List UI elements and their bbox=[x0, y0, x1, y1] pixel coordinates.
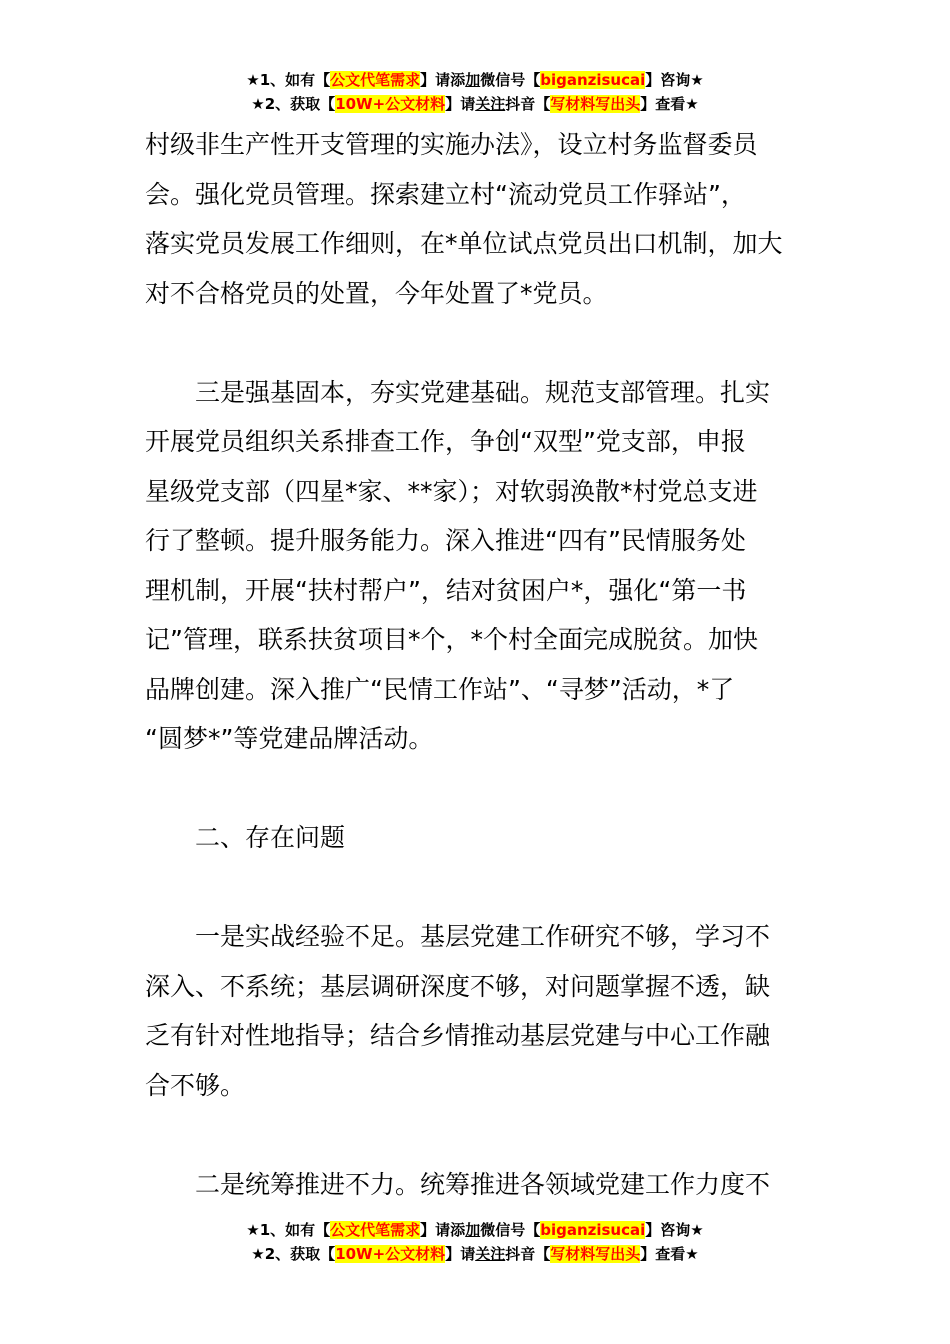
banner-underline: 加 bbox=[465, 71, 481, 89]
banner-text: 】咨询★ bbox=[645, 71, 704, 89]
paragraph-3 bbox=[145, 912, 810, 1110]
text-line: 深入、不系统；基层调研深度不够，对问题掌握不透，缺 bbox=[145, 971, 771, 1001]
banner-text: 】请添 bbox=[420, 71, 466, 89]
banner-line-1 bbox=[0, 68, 950, 92]
text-line: 星级党支部（四星*家、**家）；对软弱涣散*村党总支进 bbox=[145, 476, 758, 506]
text-line: 乏有针对性地指导；结合乡情推动基层党建与中心工作融 bbox=[145, 1021, 771, 1050]
banner-text: 】咨询★ bbox=[645, 1221, 704, 1239]
heading-text: 二、存在问题 bbox=[195, 823, 346, 852]
banner-underline: 关注 bbox=[475, 1245, 506, 1263]
banner-highlight: 写材料写出头 bbox=[550, 95, 641, 113]
text-line: 理机制，开展“扶村帮户”，结对贫困户*，强化“第一书 bbox=[145, 575, 747, 605]
text-line: 开展党员组织关系排查工作，争创“双型”党支部，申报 bbox=[145, 427, 746, 456]
text-line: 品牌创建。深入推广“民情工作站”、“寻梦”活动，*了 bbox=[145, 674, 735, 704]
text-line: 二是统筹推进不力。统筹推进各领域党建工作力度不 bbox=[195, 1169, 771, 1199]
text-line: 会。强化党员管理。探索建立村“流动党员工作驿站”， bbox=[145, 179, 746, 209]
text-line: 行了整顿。提升服务能力。深入推进“四有”民情服务处 bbox=[145, 526, 746, 555]
document-body bbox=[145, 120, 810, 1209]
banner-text: ★1、如有【 bbox=[246, 1221, 331, 1239]
header-banner bbox=[0, 68, 950, 116]
banner-line-2 bbox=[0, 92, 950, 116]
text-line: 一是实战经验不足。基层党建工作研究不够，学习不 bbox=[195, 922, 771, 951]
paragraph-1 bbox=[145, 120, 810, 318]
text-line: 对不合格党员的处置，今年处置了*党员。 bbox=[145, 278, 608, 308]
banner-highlight: 10W+公文材料 bbox=[335, 1245, 446, 1263]
paragraph-4 bbox=[145, 1160, 810, 1210]
banner-highlight: 写材料写出头 bbox=[550, 1245, 641, 1263]
banner-text: 抖音【 bbox=[505, 95, 551, 113]
banner-line-1 bbox=[0, 1218, 950, 1242]
text-line: 三是强基固本，夯实党建基础。规范支部管理。扎实 bbox=[195, 377, 771, 407]
banner-highlight: 10W+公文材料 bbox=[335, 95, 446, 113]
banner-text: 微信号【 bbox=[480, 71, 541, 89]
text-line: 记”管理，联系扶贫项目*个，*个村全面完成脱贫。加快 bbox=[145, 625, 758, 654]
banner-highlight: biganzisucai bbox=[540, 1221, 646, 1239]
banner-line-2 bbox=[0, 1242, 950, 1266]
banner-highlight: 公文代笔需求 bbox=[330, 71, 421, 89]
footer-banner bbox=[0, 1218, 950, 1266]
paragraph-2 bbox=[145, 368, 810, 764]
text-line: 落实党员发展工作细则，在*单位试点党员出口机制，加大 bbox=[145, 229, 783, 258]
banner-highlight: 公文代笔需求 bbox=[330, 1221, 421, 1239]
banner-text: ★2、获取【 bbox=[251, 1245, 336, 1263]
banner-text: 】请 bbox=[445, 1245, 476, 1263]
text-line: 村级非生产性开支管理的实施办法》，设立村务监督委员 bbox=[145, 130, 758, 159]
text-line: “圆梦*”等党建品牌活动。 bbox=[145, 724, 434, 753]
banner-text: 】请添 bbox=[420, 1221, 466, 1239]
banner-highlight: biganzisucai bbox=[540, 71, 646, 89]
banner-text: 】查看★ bbox=[640, 1245, 699, 1263]
banner-underline: 关注 bbox=[475, 95, 506, 113]
banner-text: ★1、如有【 bbox=[246, 71, 331, 89]
banner-underline: 加 bbox=[465, 1221, 481, 1239]
text-line: 合不够。 bbox=[145, 1070, 246, 1100]
banner-text: 】查看★ bbox=[640, 95, 699, 113]
section-heading bbox=[145, 813, 810, 863]
banner-text: 】请 bbox=[445, 95, 476, 113]
banner-text: ★2、获取【 bbox=[251, 95, 336, 113]
banner-text: 抖音【 bbox=[505, 1245, 551, 1263]
banner-text: 微信号【 bbox=[480, 1221, 541, 1239]
